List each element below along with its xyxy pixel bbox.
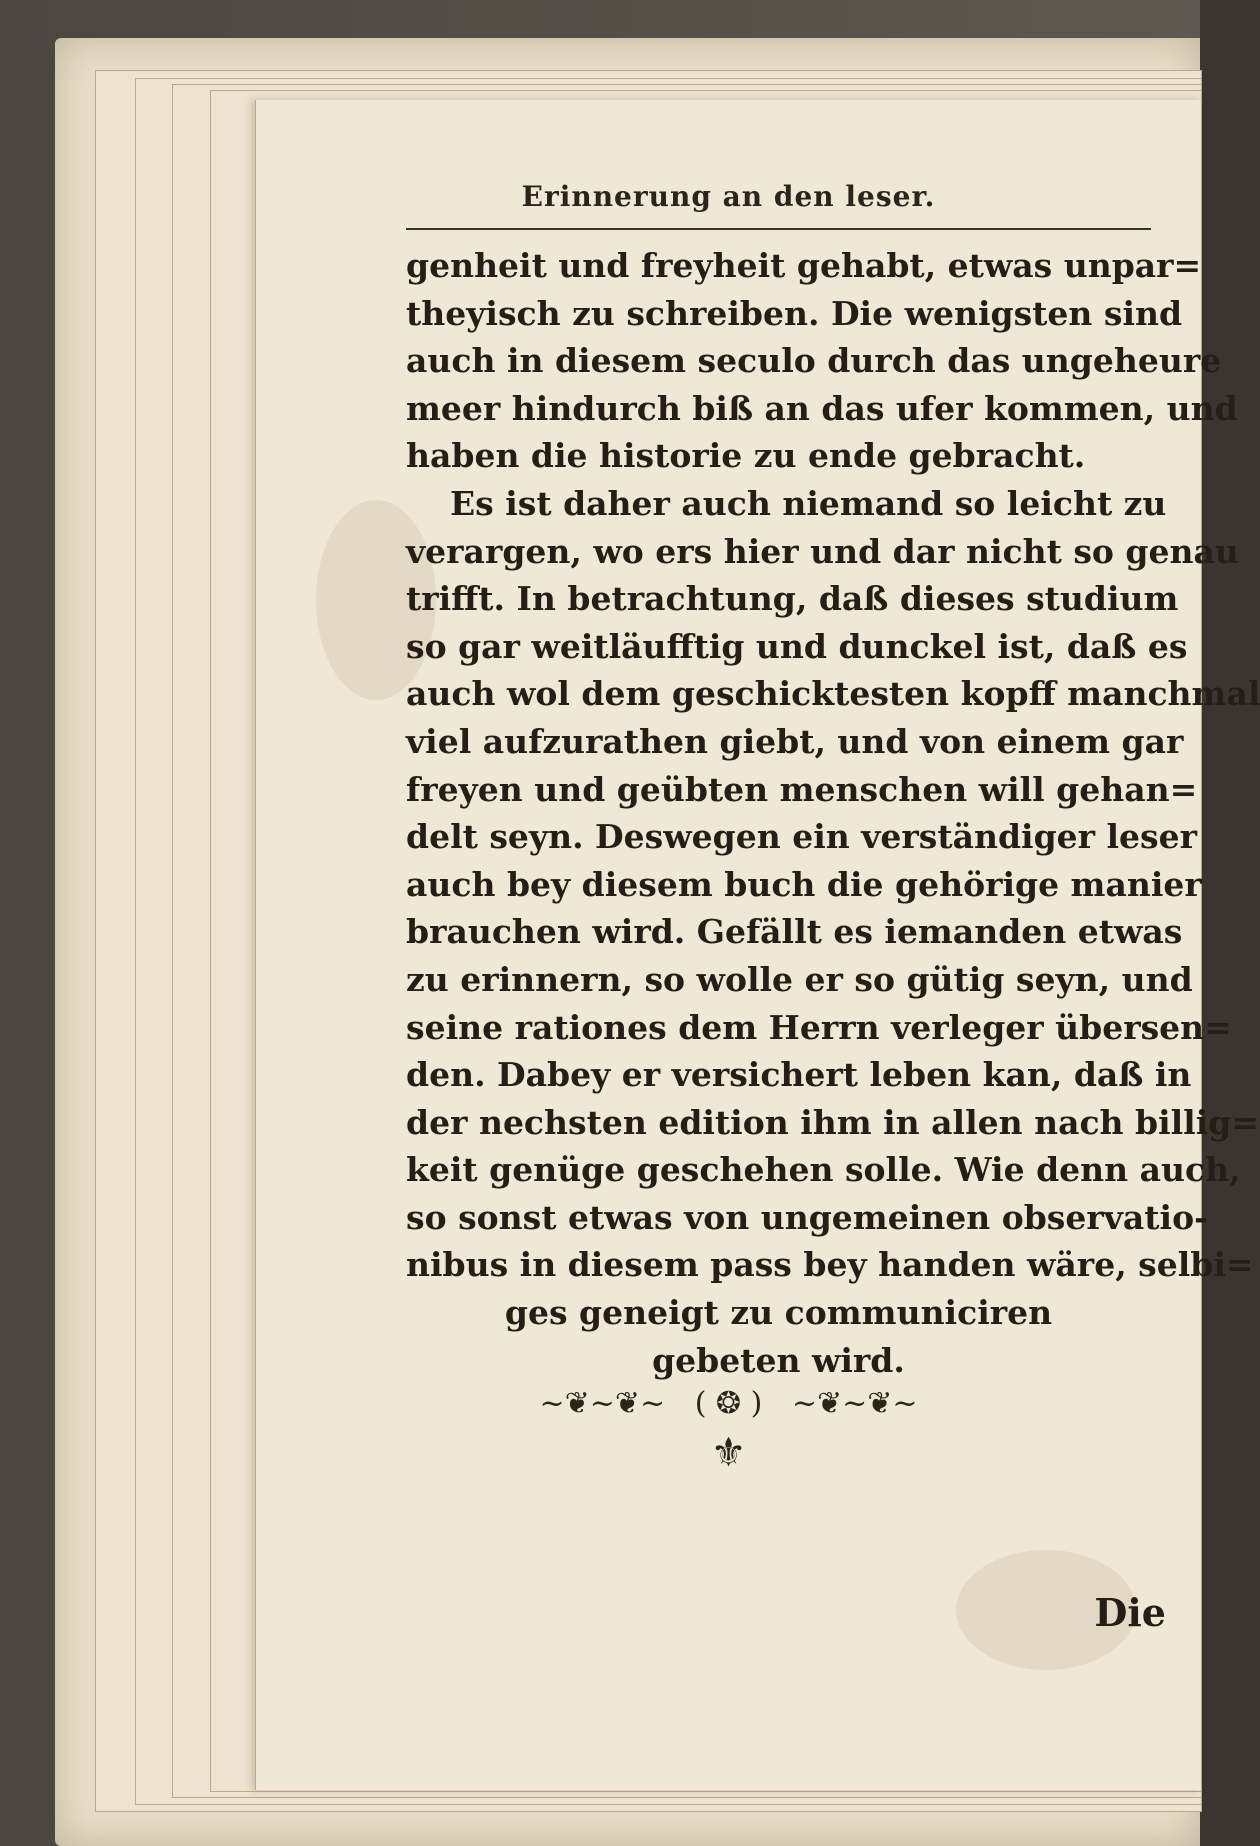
fleuron-icon [256, 1386, 1201, 1421]
fleuron-drop-icon: ⚜ [710, 1430, 747, 1476]
text-line: Es ist daher auch niemand so leicht zu [450, 483, 1167, 523]
text-line: auch in diesem seculo durch das ungeheure [406, 341, 1222, 381]
text-line: viel aufzurathen giebt, und von einem gar [406, 721, 1184, 761]
text-line: delt seyn. Deswegen ein verständiger leser [406, 817, 1198, 857]
text-line: brauchen wird. Gefällt es iemanden etwas [406, 912, 1183, 952]
text-line: der nechsten edition ihm in allen nach billig= [406, 1102, 1259, 1142]
text-line: so sonst etwas von ungemeinen observatio- [406, 1197, 1208, 1237]
text-line: auch wol dem geschicktesten kopff manchmal [406, 674, 1260, 714]
text-line: ges geneigt zu communiciren [504, 1293, 1053, 1333]
text-line: gebeten wird. [652, 1340, 905, 1380]
text-line: verargen, wo ers hier und dar nicht so genau [406, 531, 1239, 571]
text-line: trifft. In betrachtung, daß dieses studium [406, 579, 1179, 619]
text-line: haben die historie zu ende gebracht. [406, 436, 1086, 476]
text-line: keit genüge geschehen solle. Wie denn auch, [406, 1150, 1241, 1190]
text-line: meer hindurch biß an das ufer kommen, und [406, 388, 1238, 428]
text-line: nibus in diesem pass bey handen wäre, selbi= [406, 1245, 1254, 1285]
right-flourish: ~❦~❦~ [791, 1386, 918, 1421]
text-line: theyisch zu schreiben. Die wenigsten sind [406, 293, 1183, 333]
text-line: zu erinnern, so wolle er so gütig seyn, und [406, 959, 1193, 999]
catchword: Die [1094, 1590, 1166, 1635]
running-head: Erinnerung an den leser. [521, 180, 936, 213]
left-flourish: ~❦~❦~ [539, 1386, 666, 1421]
printed-page [255, 100, 1260, 1790]
text-line: freyen und geübten menschen will gehan= [406, 769, 1198, 809]
body-text [406, 242, 1260, 1384]
head-rule [406, 228, 1151, 230]
text-line: seine rationes dem Herrn verleger übersen= [406, 1007, 1232, 1047]
text-line: auch bey diesem buch die gehörige manier [406, 864, 1202, 904]
text-line: den. Dabey er versichert leben kan, daß in [406, 1055, 1192, 1095]
center-mark: ( ❂ ) [694, 1386, 763, 1421]
text-line: genheit und freyheit gehabt, etwas unpar= [406, 246, 1202, 285]
text-line: so gar weitläufftig und dunckel ist, daß es [406, 626, 1188, 666]
